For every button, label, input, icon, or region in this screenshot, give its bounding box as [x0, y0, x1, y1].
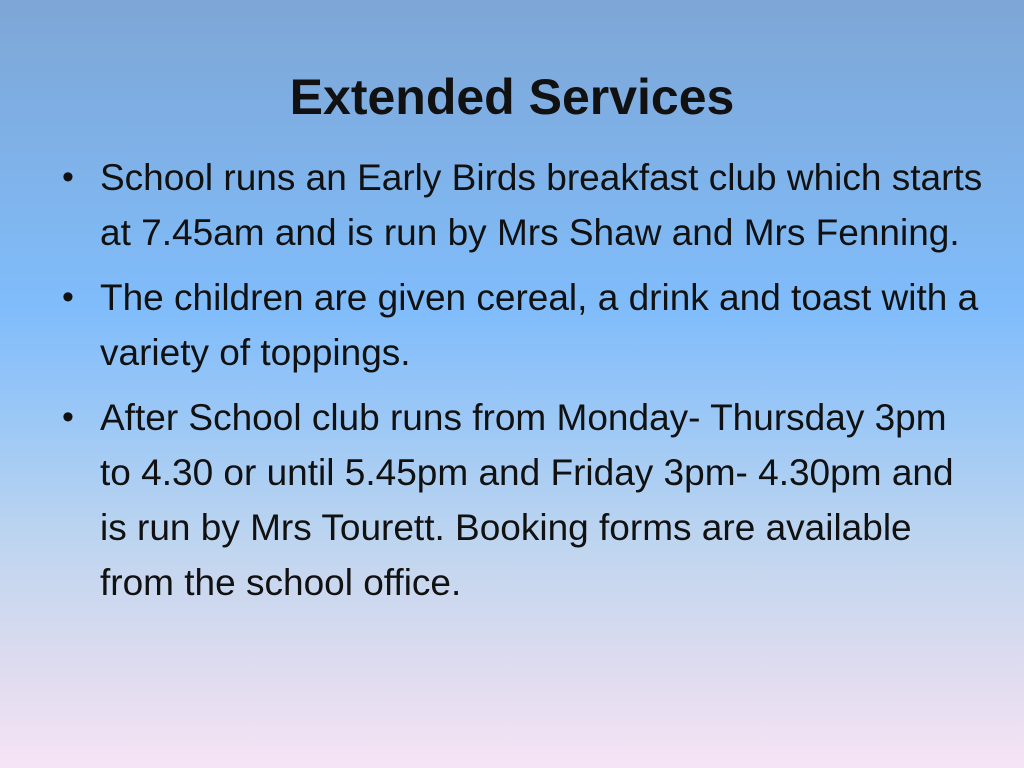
- slide-title: Extended Services: [289, 69, 735, 125]
- bullet-text: After School club runs from Monday- Thursday 3pm to 4.30 or until 5.45pm and Friday 3pm- 4.30pm and is run by Mrs Tourett. Booking forms are available from the school office.: [100, 397, 954, 603]
- bullet-list: [54, 150, 984, 620]
- bullet-item-after-school: [54, 390, 984, 610]
- bullet-icon: •: [62, 158, 74, 196]
- bullet-text: School runs an Early Birds breakfast club which starts at 7.45am and is run by Mrs Shaw and Mrs Fenning.: [100, 157, 983, 253]
- bullet-icon: •: [62, 398, 74, 436]
- bullet-icon: •: [62, 278, 74, 316]
- bullet-item-breakfast: [54, 270, 984, 380]
- bullet-text: The children are given cereal, a drink and toast with a variety of toppings.: [100, 277, 979, 373]
- bullet-item-early-birds: [54, 150, 984, 260]
